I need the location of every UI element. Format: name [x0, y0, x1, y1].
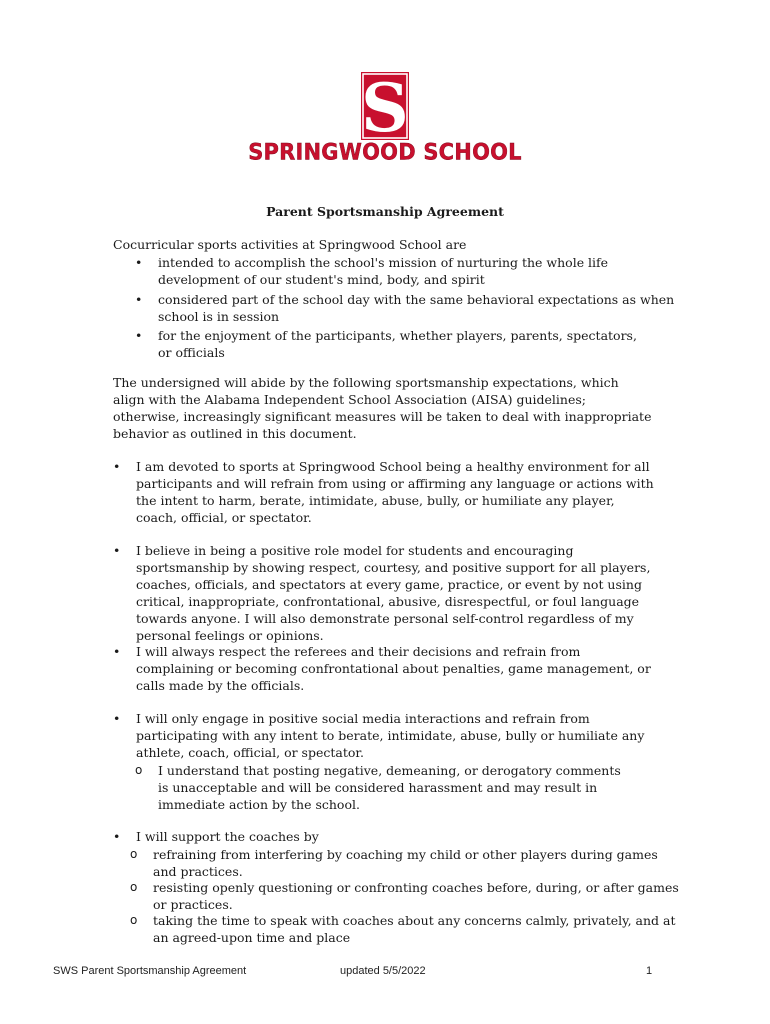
- coach-subitem: o refraining from interfering by coaching my child or other players during games and practices.: [130, 846, 673, 880]
- intro-list: [135, 291, 675, 325]
- intro-item: • intended to accomplish the school's mission of nurturing the whole life development of our student's mind, body, and spirit: [135, 254, 675, 288]
- coach-subitem: o resisting openly questioning or confronting coaches before, during, or after games or practices.: [130, 879, 683, 913]
- intro-item: • for the enjoyment of the participants, whether players, parents, spectators, or officials: [135, 327, 645, 361]
- emblem-letter: S: [361, 72, 409, 140]
- social-media-subitem: o I understand that posting negative, demeaning, or derogatory comments is unacceptable and will be considered harassment and may result in immediate action by the school.: [135, 762, 628, 813]
- school-name: SPRINGWOOD SCHOOL: [248, 139, 522, 165]
- expectation-item: • I believe in being a positive role model for students and encouraging sportsmanship by showing respect, courtesy, and positive support for all players, coaches, officials, and spectators at every game, practice, or event by not using critical, inappropriate, confrontational, abusive, disrespectful, or foul language towards anyone. I will also demonstrate personal self-control regardless of my personal feelings or opinions.: [113, 542, 666, 644]
- coach-subitem: o taking the time to speak with coaches about any concerns calmly, privately, and at an agreed-upon time and place: [130, 912, 683, 946]
- expectation-item: • I am devoted to sports at Springwood School being a healthy environment for all participants and will refrain from using or affirming any language or actions with the intent to harm, berate, intimidate, abuse, bully, or humiliate any player, coach, official, or spectator.: [113, 458, 656, 526]
- expectation-item: • I will always respect the referees and their decisions and refrain from complaining or becoming confrontational about penalties, game management, or calls made by the officials.: [113, 643, 656, 694]
- intro-lead: Cocurricular sports activities at Springwood School are: [113, 237, 467, 252]
- footer-document-name: SWS Parent Sportsmanship Agreement: [53, 965, 247, 977]
- school-s-emblem: [361, 72, 409, 140]
- agreement-statement: The undersigned will abide by the following sportsmanship expectations, which align with the Alabama Independent School Association (AISA) guidelines; otherwise, increasingly significant measures will be taken to deal with inappropriate behavior as outlined in this document.: [113, 375, 652, 441]
- intro-item: • considered part of the school day with the same behavioral expectations as when school is in session: [135, 291, 675, 325]
- footer-updated-date: updated 5/5/2022: [340, 965, 426, 977]
- intro-list: [135, 327, 645, 361]
- intro-list: [135, 254, 675, 288]
- footer-page-number: 1: [646, 965, 653, 977]
- page-title: Parent Sportsmanship Agreement: [266, 204, 504, 219]
- expectation-item: • I will only engage in positive social media interactions and refrain from participating with any intent to berate, intimidate, abuse, bully or humiliate any athlete, coach, official, or spectator.: [113, 710, 656, 761]
- expectation-item: • I will support the coaches by: [113, 828, 656, 845]
